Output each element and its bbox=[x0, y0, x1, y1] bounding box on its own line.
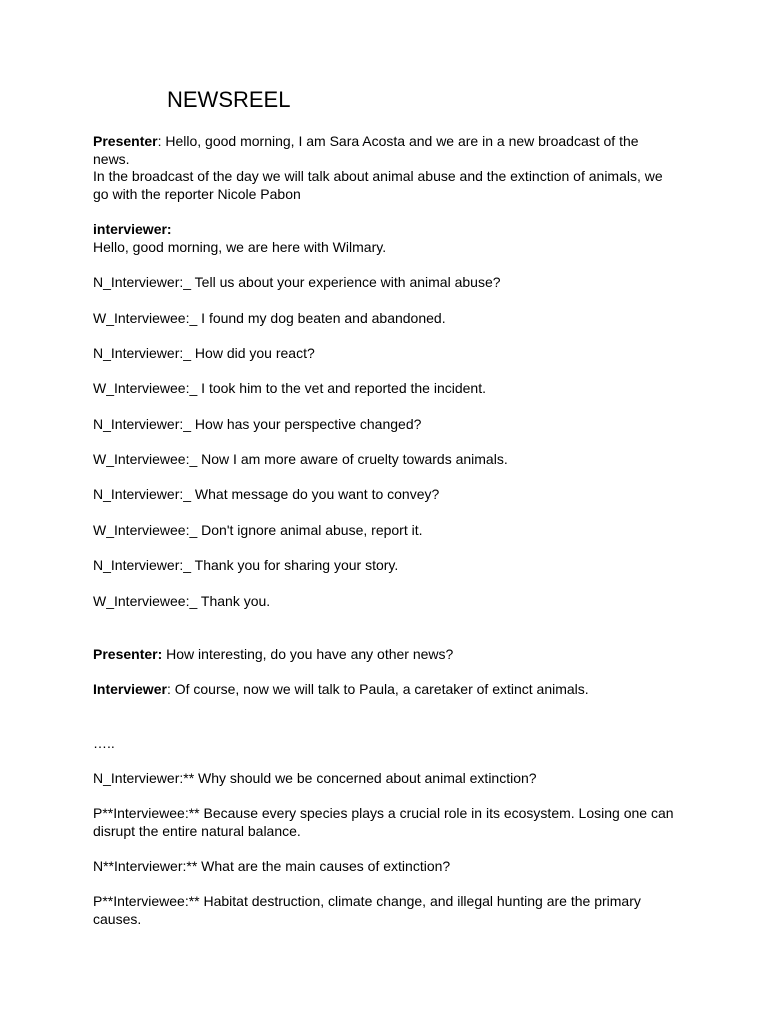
presenter-intro-text: : Hello, good morning, I am Sara Acosta and we are in a new broadcast of the news. bbox=[93, 133, 639, 167]
dialogue-line: W_Interviewee:_ Now I am more aware of cruelty towards animals. bbox=[93, 451, 508, 467]
dialogue-line: N_Interviewer:** Why should we be concerned about animal extinction? bbox=[93, 770, 537, 786]
presenter-label: Presenter: bbox=[93, 646, 163, 662]
interviewer-followup-text: : Of course, now we will talk to Paula, a caretaker of extinct animals. bbox=[166, 681, 589, 697]
dialogue-line: W_Interviewee:_ Thank you. bbox=[93, 593, 271, 609]
presenter-followup bbox=[93, 646, 678, 664]
dialogue-line: W_Interviewee:_ I took him to the vet and reported the incident. bbox=[93, 380, 486, 396]
dialogue-line: N**Interviewer:** What are the main causes of extinction? bbox=[93, 858, 451, 874]
dialogue-line: N_Interviewer:_ What message do you want to convey? bbox=[93, 486, 440, 502]
interviewer-heading: interviewer: bbox=[93, 221, 172, 237]
ellipsis: ….. bbox=[93, 735, 115, 751]
presenter-followup-text: How interesting, do you have any other news? bbox=[162, 646, 454, 662]
document-title: NEWSREEL bbox=[167, 87, 291, 112]
dialogue-line: W_Interviewee:_ Don't ignore animal abuse, report it. bbox=[93, 522, 423, 538]
dialogue-line: N_Interviewer:_ Thank you for sharing your story. bbox=[93, 557, 399, 573]
dialogue-line: N_Interviewer:_ How has your perspective changed? bbox=[93, 416, 422, 432]
dialogue-line: P**Interviewee:** Habitat destruction, climate change, and illegal hunting are the primary causes. bbox=[93, 893, 641, 927]
dialogue-line: W_Interviewee:_ I found my dog beaten and abandoned. bbox=[93, 310, 446, 326]
interviewer-label: Interviewer bbox=[93, 681, 167, 697]
presenter-intro bbox=[93, 133, 678, 168]
dialogue-line: N_Interviewer:_ Tell us about your experience with animal abuse? bbox=[93, 274, 501, 290]
dialogue-line: P**Interviewee:** Because every species plays a crucial role in its ecosystem. Losing one can disrupt the entire natural balance. bbox=[93, 805, 674, 839]
interviewer-followup bbox=[93, 681, 678, 699]
dialogue-line: N_Interviewer:_ How did you react? bbox=[93, 345, 315, 361]
interviewer-greeting: Hello, good morning, we are here with Wilmary. bbox=[93, 239, 387, 255]
presenter-intro-continued: In the broadcast of the day we will talk about animal abuse and the extinction of animals, we go with the reporter Nicole Pabon bbox=[93, 168, 663, 202]
presenter-label: Presenter bbox=[93, 133, 158, 149]
